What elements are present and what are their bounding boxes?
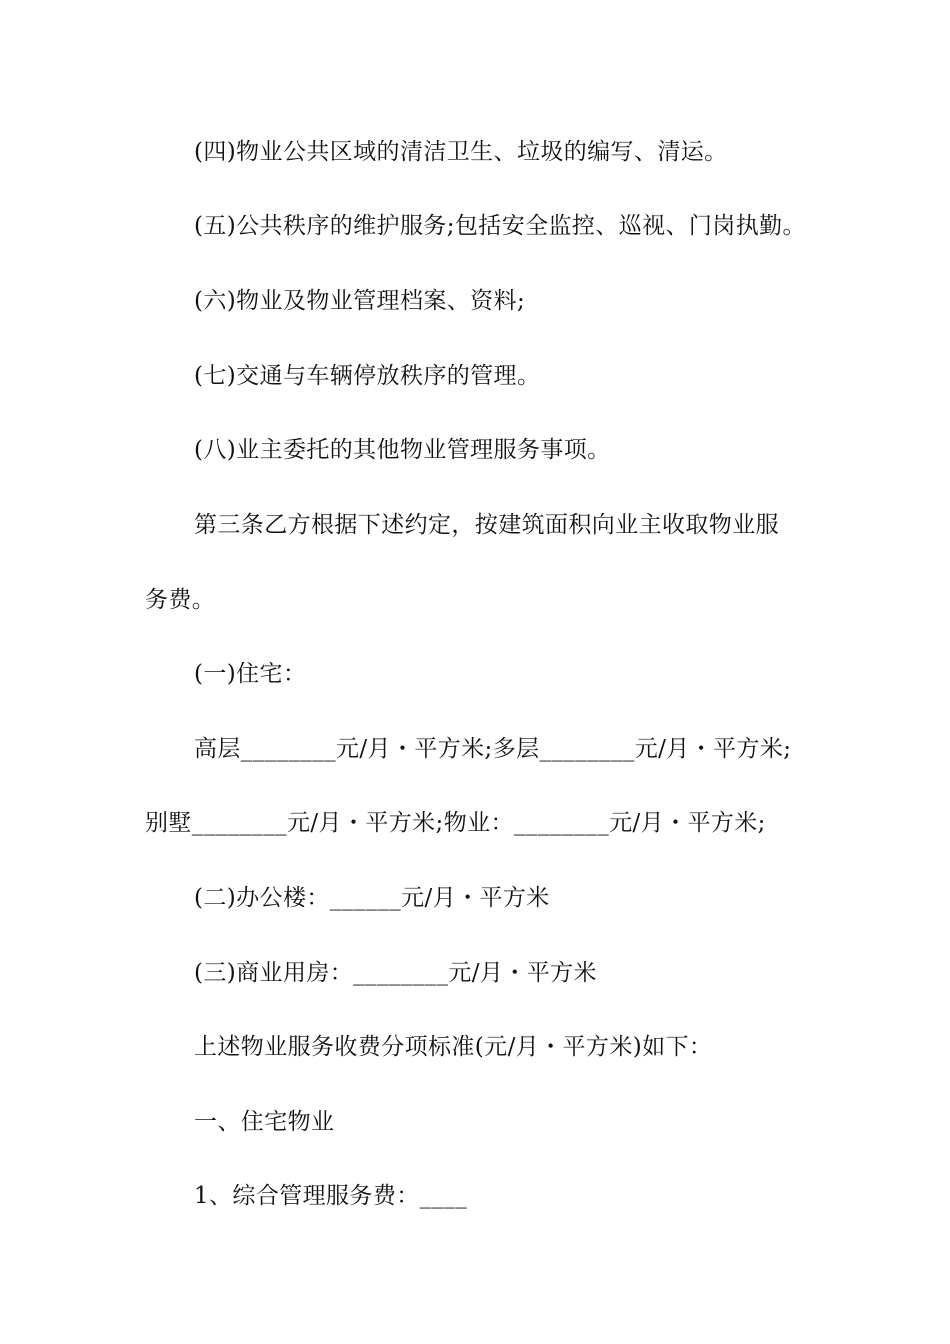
- paragraph-line-8: (一)住宅：: [194, 661, 307, 687]
- paragraph-line-3: (六)物业及物业管理档案、资料;: [194, 288, 526, 314]
- paragraph-line-14: 一、住宅物业: [194, 1109, 335, 1135]
- paragraph-line-2: (五)公共秩序的维护服务;包括安全监控、巡视、门岗执勤。: [194, 213, 806, 239]
- paragraph-line-11: (二)办公楼：______元/月・平方米: [194, 885, 550, 911]
- paragraph-line-6: 第三条乙方根据下述约定，按建筑面积向业主收取物业服: [194, 512, 779, 538]
- paragraph-line-5: (八)业主委托的其他物业管理服务事项。: [194, 437, 611, 463]
- paragraph-line-1: (四)物业公共区域的清洁卫生、垃圾的编写、清运。: [194, 139, 728, 165]
- paragraph-line-7: 务费。: [145, 587, 216, 613]
- paragraph-line-10: 别墅________元/月・平方米;物业：________元/月・平方米;: [145, 810, 766, 836]
- paragraph-line-15: 1、综合管理服务费：____: [194, 1183, 468, 1209]
- paragraph-line-4: (七)交通与车辆停放秩序的管理。: [194, 363, 541, 389]
- paragraph-line-9: 高层________元/月・平方米;多层________元/月・平方米;: [194, 736, 792, 762]
- paragraph-line-13: 上述物业服务收费分项标准(元/月・平方米)如下：: [194, 1034, 713, 1060]
- paragraph-line-12: (三)商业用房：________元/月・平方米: [194, 960, 597, 986]
